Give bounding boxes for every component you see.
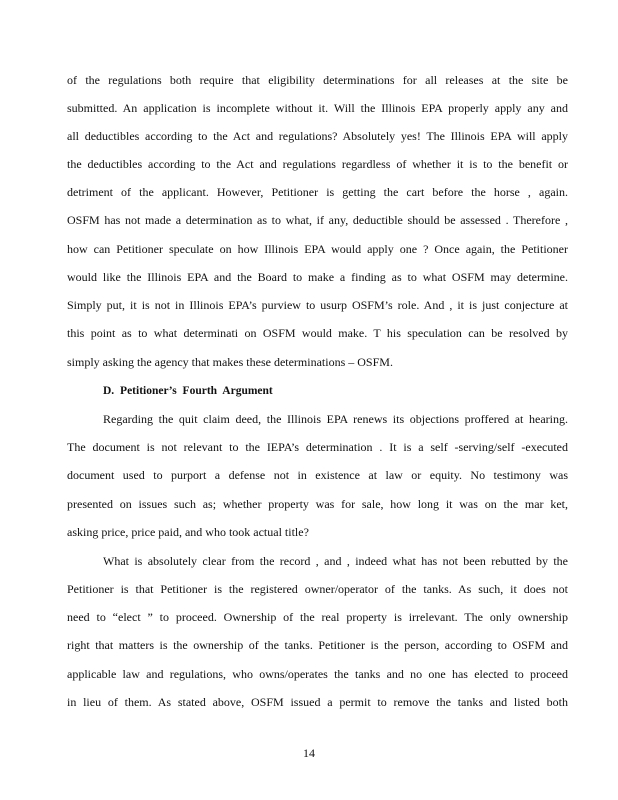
paragraph-1-line-4: the deductibles according to the Act and regulations regardless of whether it is to the benefit or <box>67 157 568 171</box>
paragraph-1-line-7: how can Petitioner speculate on how Illinois EPA would apply one ? Once again, the Petitioner <box>67 242 568 256</box>
paragraph-1-line-10: this point as to what determinati on OSFM would make. T his speculation can be resolved by <box>67 326 568 340</box>
page-number: 14 <box>303 746 315 760</box>
paragraph-1-line-1: of the regulations both require that eligibility determinations for all releases at the site be <box>67 73 568 87</box>
paragraph-2-line-5: asking price, price paid, and who took actual title? <box>67 525 309 539</box>
paragraph-3-line-2: Petitioner is that Petitioner is the registered owner/operator of the tanks. As such, it does not <box>67 582 568 596</box>
paragraph-3-line-5: applicable law and regulations, who owns/operates the tanks and no one has elected to proceed <box>67 667 568 681</box>
paragraph-3-line-6: in lieu of them. As stated above, OSFM issued a permit to remove the tanks and listed both <box>67 695 568 709</box>
paragraph-3-line-1: What is absolutely clear from the record , and , indeed what has not been rebutted by the <box>103 554 568 568</box>
paragraph-1-line-8: would like the Illinois EPA and the Board to make a finding as to what OSFM may determine. <box>67 270 568 284</box>
paragraph-2-line-4: presented on issues such as; whether property was for sale, how long it was on the mar ket, <box>67 497 568 511</box>
paragraph-1-line-11: simply asking the agency that makes these determinations – OSFM. <box>67 355 393 369</box>
paragraph-3-line-4: right that matters is the ownership of the tanks. Petitioner is the person, according to OSFM and <box>67 638 568 652</box>
paragraph-1-line-6: OSFM has not made a determination as to what, if any, deductible should be assessed . Therefore , <box>67 213 568 227</box>
paragraph-3-line-3: need to “elect ” to proceed. Ownership of the real property is irrelevant. The only ownership <box>67 610 568 624</box>
paragraph-2-line-2: The document is not relevant to the IEPA’s determination . It is a self -serving/self -executed <box>67 440 568 454</box>
paragraph-1-line-5: detriment of the applicant. However, Petitioner is getting the cart before the horse , again. <box>67 185 568 199</box>
paragraph-2-line-1: Regarding the quit claim deed, the Illinois EPA renews its objections proffered at hearing. <box>103 412 568 426</box>
paragraph-1-line-2: submitted. An application is incomplete without it. Will the Illinois EPA properly apply any and <box>67 101 568 115</box>
paragraph-1-line-3: all deductibles according to the Act and regulations? Absolutely yes! The Illinois EPA will apply <box>67 129 568 143</box>
paragraph-2-line-3: document used to purport a defense not in existence at law or equity. No testimony was <box>67 468 568 482</box>
paragraph-1-line-9: Simply put, it is not in Illinois EPA’s purview to usurp OSFM’s role. And , it is just conjecture at <box>67 298 568 312</box>
section-heading: D. Petitioner’s Fourth Argument <box>103 385 273 397</box>
